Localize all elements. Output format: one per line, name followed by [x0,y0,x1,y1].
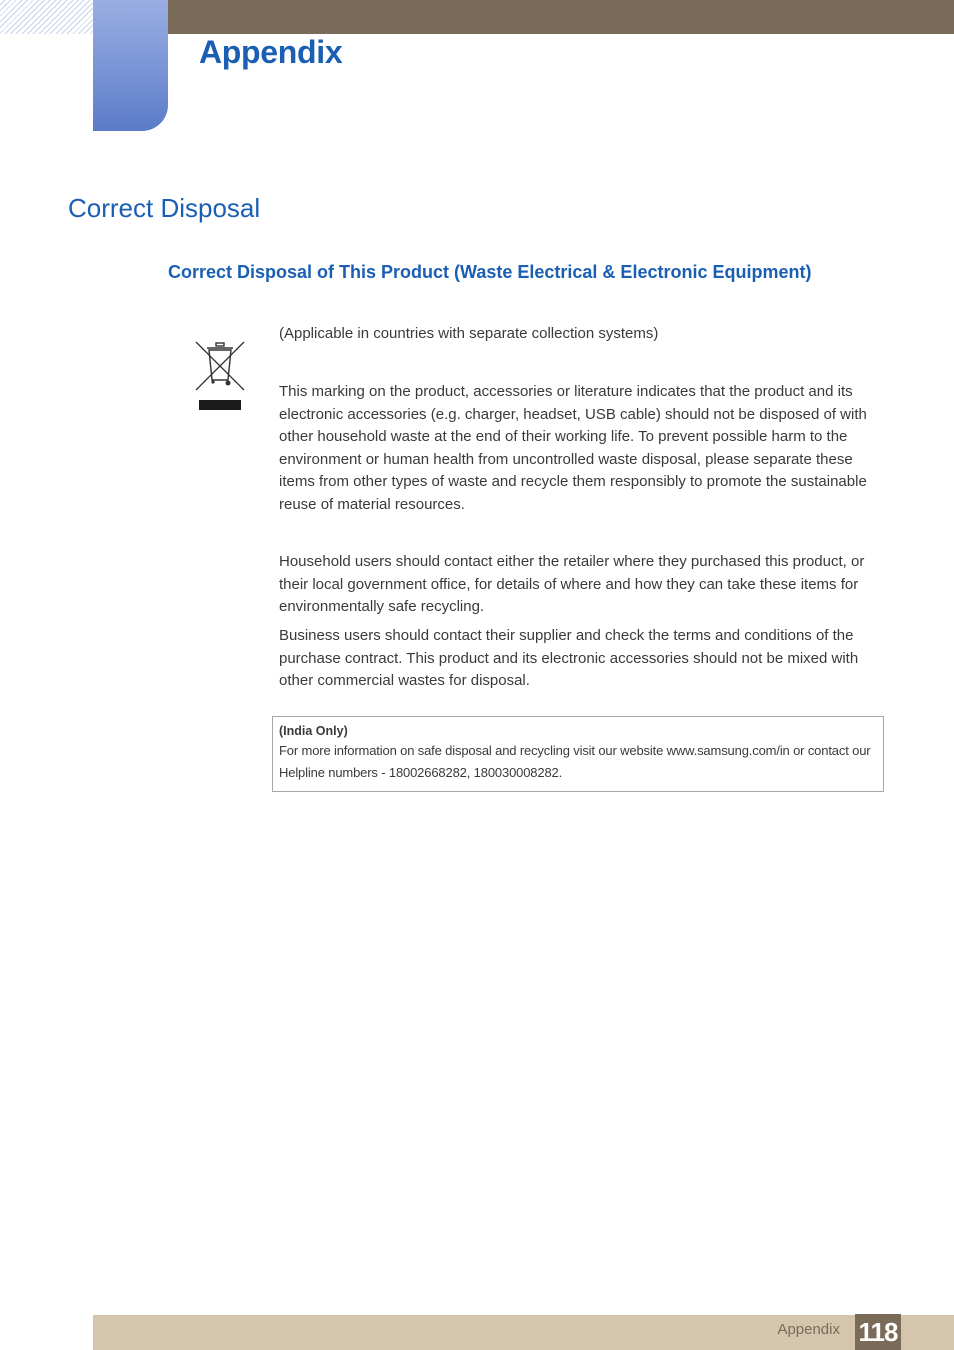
section-title: Correct Disposal [68,193,261,223]
subsection-title: Correct Disposal of This Product (Waste Electrical & Electronic Equipment) [168,262,812,282]
india-notice-box [272,716,884,792]
chapter-title: Appendix [199,34,343,70]
applicability-note: (Applicable in countries with separate collection systems) [279,325,659,342]
business-paragraph: Business users should contact their supplier and check the terms and conditions of the purchase contract. This product and its electronic accessories should not be mixed with other commercial wastes for disposal. [279,627,859,689]
notice-body: For more information on safe disposal and recycling visit our website www.samsung.com/in or contact our Helpline numbers - 18002668282, 180030008282. [279,743,871,780]
household-paragraph: Household users should contact either the retailer where they purchased this product, or their local government office, for details of where and how they can take these items for environmentally safe recycling. [279,553,865,615]
page-number: 118 [855,1314,901,1350]
header-hatch-pattern [0,0,93,34]
chapter-tab [93,0,168,131]
notice-title: (India Only) [279,724,348,738]
header-bar [168,0,954,34]
marking-paragraph: This marking on the product, accessories or literature indicates that the product and its electronic accessories (e.g. charger, headset, USB cable) should not be disposed of with other household waste at the end of their working life. To prevent possible harm to the environment or human health from uncontrolled waste disposal, please separate these items from other types of waste and recycle them responsibly to promote the sustainable reuse of material resources. [279,383,867,513]
footer-chapter-label: Appendix [777,1321,840,1338]
crossed-out-wheeled-bin-icon [194,340,246,412]
